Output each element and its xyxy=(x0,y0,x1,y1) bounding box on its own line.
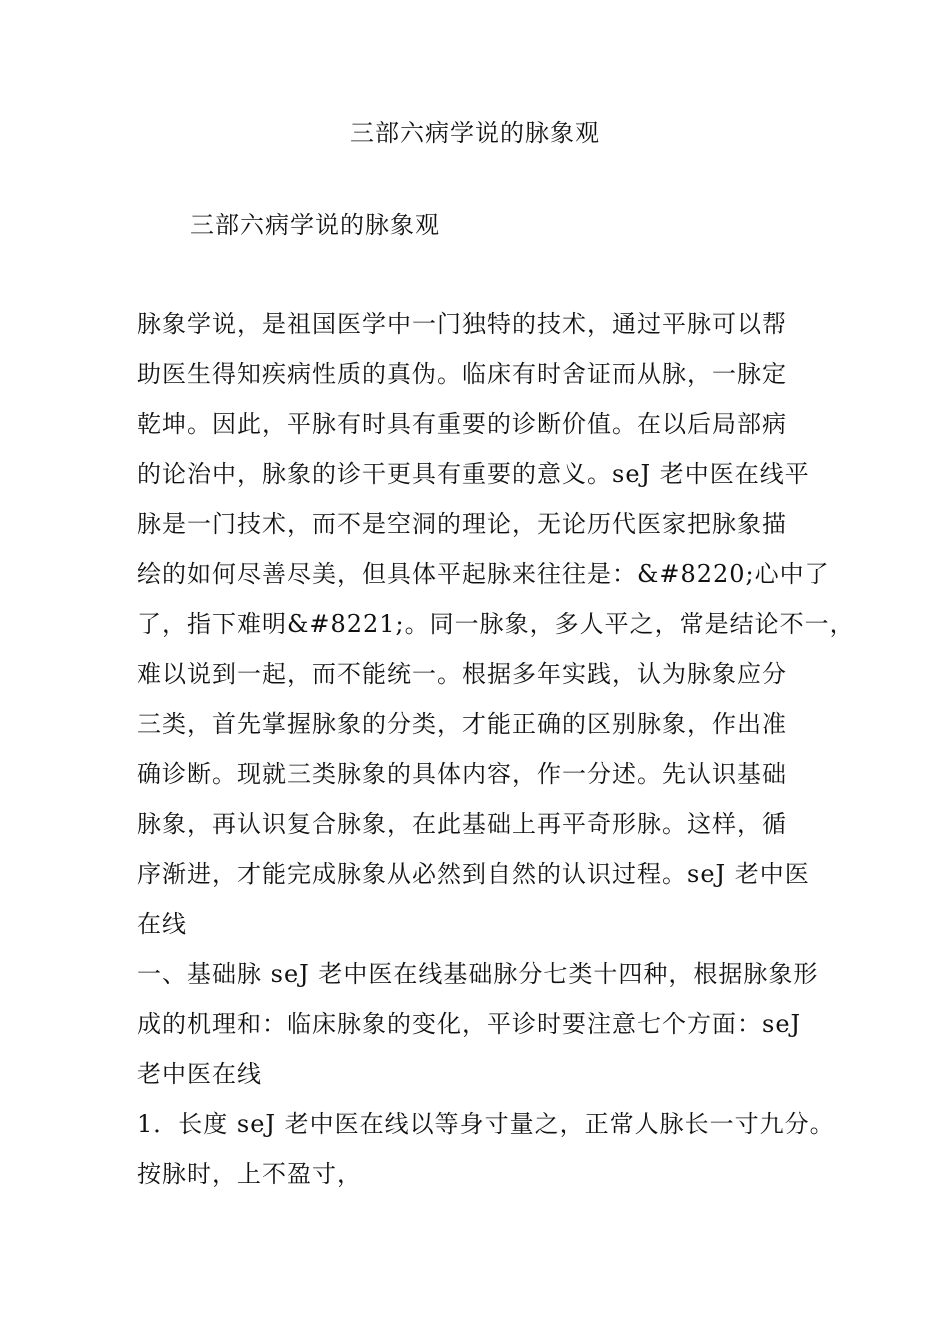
text-line: 脉象学说，是祖国医学中一门独特的技术，通过平脉可以帮 xyxy=(137,310,787,338)
text-line: 脉象，再认识复合脉象，在此基础上再平奇形脉。这样，循 xyxy=(137,810,787,838)
paragraph-item-one xyxy=(137,1099,835,1199)
text-line: 在线 xyxy=(137,910,187,938)
document-body xyxy=(137,299,855,1199)
document-title: 三部六病学说的脉象观 xyxy=(350,119,600,147)
text-line: 1．长度 seJ 老中医在线以等身寸量之，正常人脉长一寸九分。 xyxy=(137,1110,835,1138)
text-line: 的论治中，脉象的诊干更具有重要的意义。seJ 老中医在线平 xyxy=(137,460,810,488)
text-line: 乾坤。因此，平脉有时具有重要的诊断价值。在以后局部病 xyxy=(137,410,787,438)
text-line: 难以说到一起，而不能统一。根据多年实践，认为脉象应分 xyxy=(137,660,787,688)
text-line: 一、基础脉 seJ 老中医在线基础脉分七类十四种，根据脉象形 xyxy=(137,960,819,988)
document-subtitle: 三部六病学说的脉象观 xyxy=(190,211,440,239)
text-line: 了，指下难明&#8221;。同一脉象，多人平之，常是结论不一， xyxy=(137,610,855,638)
text-line: 三类，首先掌握脉象的分类，才能正确的区别脉象，作出准 xyxy=(137,710,787,738)
text-line: 助医生得知疾病性质的真伪。临床有时舍证而从脉，一脉定 xyxy=(137,360,787,388)
text-line: 序渐进，才能完成脉象从必然到自然的认识过程。seJ 老中医 xyxy=(137,860,810,888)
text-line: 老中医在线 xyxy=(137,1060,262,1088)
text-line: 脉是一门技术，而不是空洞的理论，无论历代医家把脉象描 xyxy=(137,510,787,538)
paragraph-section-one xyxy=(137,949,827,1099)
text-line: 绘的如何尽善尽美，但具体平起脉来往往是：&#8220;心中了 xyxy=(137,560,830,588)
paragraph-intro xyxy=(137,299,855,949)
text-line: 成的机理和：临床脉象的变化，平诊时要注意七个方面：seJ xyxy=(137,1010,802,1038)
text-line: 按脉时，上不盈寸， xyxy=(137,1160,362,1188)
text-line: 确诊断。现就三类脉象的具体内容，作一分述。先认识基础 xyxy=(137,760,787,788)
